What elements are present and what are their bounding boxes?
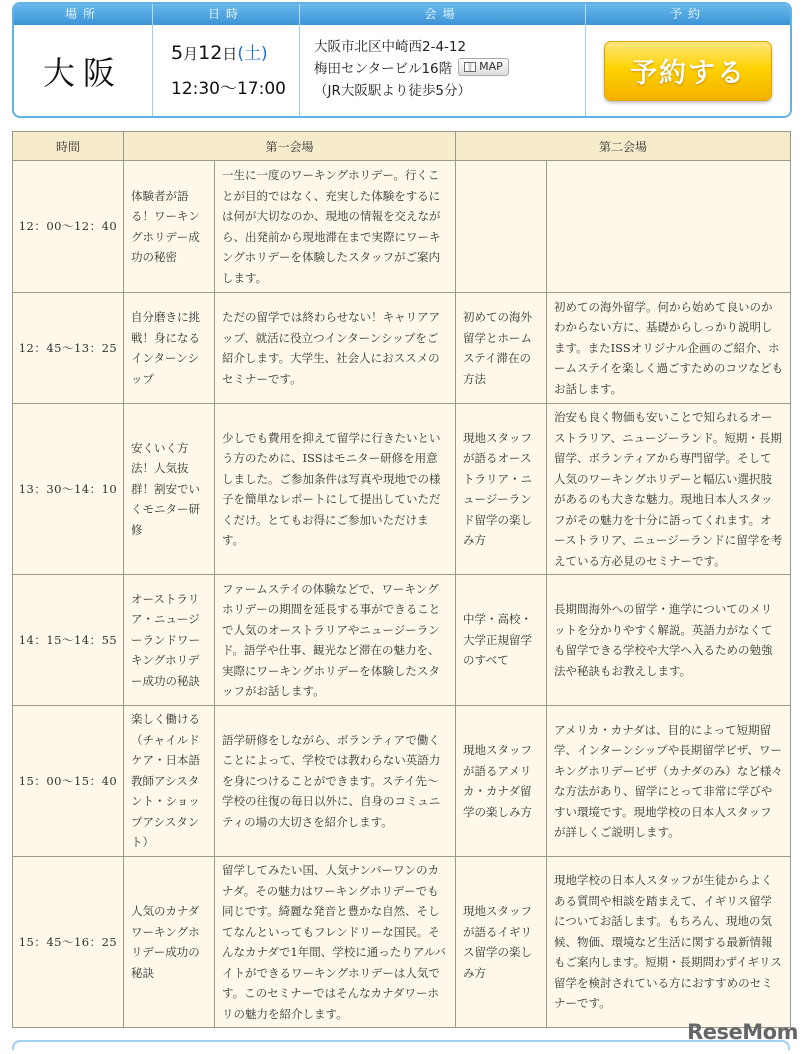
datetime-header: 日時 [153, 4, 300, 25]
room1-title: 安くいく方法！人気抜群！割安でいくモニター研修 [124, 404, 215, 575]
room2-description: アメリカ・カナダは、目的によって短期留学、インターンシップや長期留学ビザ、ワーキングホリデービザ（カナダのみ）など様々な方法があり、留学にとって非常に学びやすい環境です。現地学校の日本人スタッフが詳しくご説明します。 [547, 706, 791, 857]
room1-column-header: 第一会場 [124, 132, 456, 161]
event-info-box [12, 2, 792, 118]
table-row [13, 161, 791, 293]
session-time: 12：45〜13：25 [13, 293, 124, 404]
table-row [13, 706, 791, 857]
venue-access: （JR大阪駅より徒歩5分） [314, 83, 471, 99]
session-time: 15：45〜16：25 [13, 857, 124, 1028]
room1-title: 体験者が語る！ワーキングホリデー成功の秘密 [124, 161, 215, 293]
room1-description: 留学してみたい国、人気ナンバーワンのカナダ。その魅力はワーキングホリデーでも同じです。綺麗な発音と豊かな自然、そしてなんといってもフレンドリーな国民。そんなカナダで1年間、学校に通ったりアルバイトができるワーキングホリデーは人気です。このセミナーではそんなカナダワーホリの魅力を紹介します。 [215, 857, 456, 1028]
reserve-header: 予約 [669, 7, 706, 21]
room2-title [456, 161, 547, 293]
room2-title: 現地スタッフが語るオーストラリア・ニュージーランド留学の楽しみ方 [456, 404, 547, 575]
venue-cell [300, 25, 586, 116]
reserve-cell [586, 25, 790, 116]
room2-description: 初めての海外留学。何から始めて良いのかわからない方に、基礎からしっかり説明します。またISSオリジナル企画のご紹介、ホームステイを楽しく過ごすためのコツなどもお話します。 [547, 293, 791, 404]
session-time: 14：15〜14：55 [13, 575, 124, 706]
info-body-row [14, 25, 790, 116]
room1-description: 語学研修をしながら、ボランティアで働くことによって、学校では教わらない英語力を身につけることができます。ステイ先〜学校の往復の毎日以外に、自身のコミュニティの場の大切さを紹介します。 [215, 706, 456, 857]
room2-title: 現地スタッフが語るアメリカ・カナダ留学の楽しみ方 [456, 706, 547, 857]
seminar-schedule-table [12, 131, 791, 1028]
site-watermark: ReseMom [687, 1020, 798, 1044]
event-date [171, 39, 299, 64]
venue-header: 会場 [300, 4, 586, 25]
info-header-row [14, 4, 790, 25]
room1-title: 楽しく働ける（チャイルドケア・日本語教師アシスタント・ショップアシスタント） [124, 706, 215, 857]
room1-title: オーストラリア・ニュージーランドワーキングホリデー成功の秘訣 [124, 575, 215, 706]
next-section-edge [12, 1040, 790, 1050]
table-row [13, 404, 791, 575]
table-header-row [13, 132, 791, 161]
session-time: 15：00〜15：40 [13, 706, 124, 857]
venue-address: 大阪市北区中崎西2-4-12 [314, 39, 467, 55]
table-row [13, 293, 791, 404]
room2-title: 現地スタッフが語るイギリス留学の楽しみ方 [456, 857, 547, 1028]
room2-title: 初めての海外留学とホームステイ滞在の方法 [456, 293, 547, 404]
map-button-label: MAP [479, 60, 503, 73]
room2-title: 中学・高校・大学正規留学のすべて [456, 575, 547, 706]
room2-description: 長期間海外への留学・進学についてのメリットを分かりやすく解説。英語力がなくても留学できる学校や大学へ入るための勉強法や秘訣もお教えします。 [547, 575, 791, 706]
room1-title: 自分磨きに挑戦！身になるインターンシップ [124, 293, 215, 404]
table-row [13, 857, 791, 1028]
date-month: 5 [171, 42, 184, 64]
city-name: 大阪 [14, 25, 153, 116]
date-day: 12 [198, 42, 223, 64]
map-button[interactable] [458, 58, 509, 76]
room1-description: ただの留学では終わらせない！キャリアアップ、就活に役立つインターンシップをご紹介します。大学生、社会人におススメのセミナーです。 [215, 293, 456, 404]
room1-description: ファームステイの体験などで、ワーキングホリデーの期間を延長する事ができることで人気のオーストラリアやニュージーランド。語学や仕事、観光など滞在の魅力を、実際にワーキングホリデーを体験したスタッフがお話します。 [215, 575, 456, 706]
map-icon [464, 62, 476, 72]
room2-description [547, 161, 791, 293]
time-column-header: 時間 [13, 132, 124, 161]
room2-description: 現地学校の日本人スタッフが生徒からよくある質問や相談を踏まえて、イギリス留学についてお話します。もちろん、現地の気候、物価、環境など生活に関する最新情報もご案内します。短期・長期問わずイギリス留学を検討されている方におすすめのセミナーです。 [547, 857, 791, 1028]
session-time: 12：00〜12：40 [13, 161, 124, 293]
room2-description: 治安も良く物価も安いことで知られるオーストラリア、ニュージーランド。短期・長期留学、ボランティアから専門留学。そして人気のワーキングホリデーと幅広い選択肢があるのも大きな魅力。現地日本人スタッフがその魅力を十分に語ってくれます。オーストラリア、ニュージーランドに留学を考えている方必見のセミナーです。 [547, 404, 791, 575]
session-time: 13：30〜14：10 [13, 404, 124, 575]
place-header: 場所 [14, 4, 153, 25]
room1-description: 一生に一度のワーキングホリデー。行くことが目的ではなく、充実した体験をするには何が大切なのか、現地の情報を交えながら、出発前から現地滞在まで実際にワーキングホリデーを体験したスタッフがご案内します。 [215, 161, 456, 293]
date-weekday: (土) [237, 44, 268, 64]
table-row [13, 575, 791, 706]
venue-building: 梅田センタービル16階 [314, 61, 453, 77]
room2-column-header: 第二会場 [456, 132, 791, 161]
date-day-unit: 日 [222, 45, 238, 63]
datetime-cell [153, 25, 300, 116]
venue-building-line [314, 58, 585, 80]
date-month-unit: 月 [183, 45, 199, 63]
event-time: 12:30〜17:00 [171, 79, 286, 99]
room1-description: 少しでも費用を抑えて留学に行きたいという方のために、ISSはモニター研修を用意しました。ご参加条件は写真や現地での様子を簡単なレポートにして提出していただくだけ。とてもお得にご参加いただけます。 [215, 404, 456, 575]
reserve-button[interactable]: 予約する [604, 41, 772, 101]
room1-title: 人気のカナダワーキングホリデー成功の秘訣 [124, 857, 215, 1028]
